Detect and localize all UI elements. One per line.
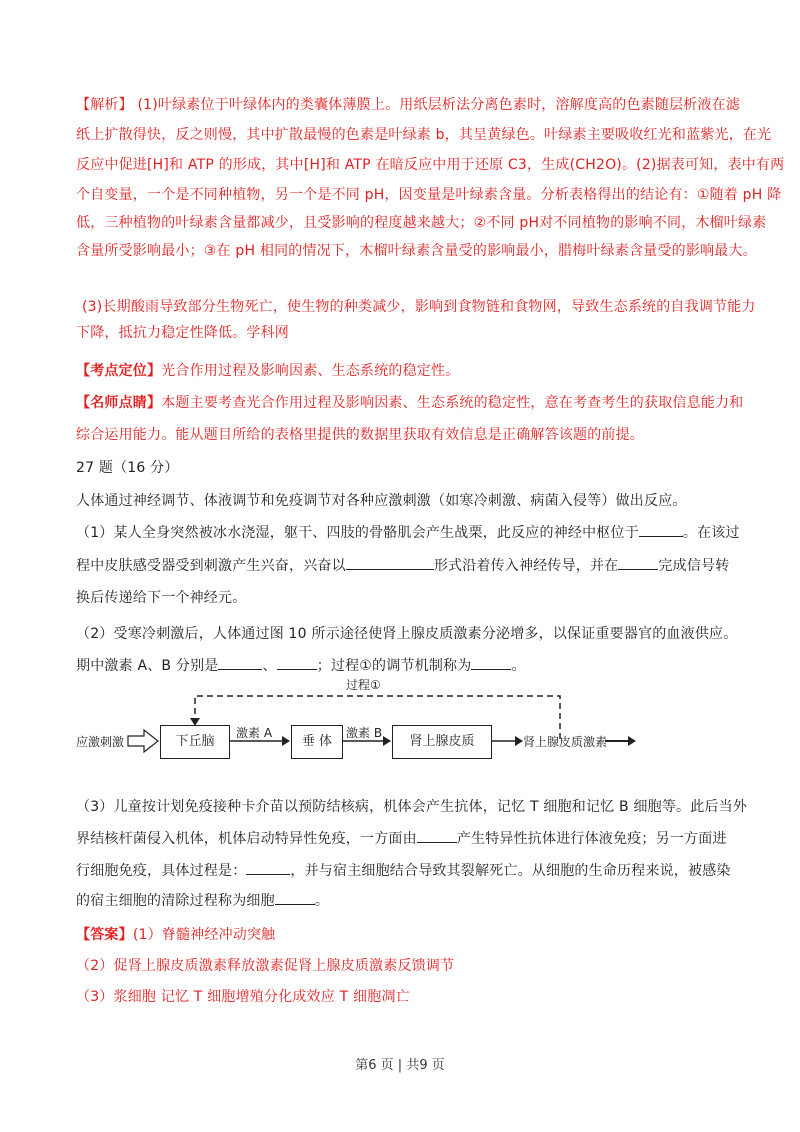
answer-blank-8[interactable]: [246, 860, 290, 875]
analysis-line-2: 纸上扩散得快，反之则慢，其中扩散最慢的色素是叶绿素 b，其呈黄绿色。叶绿素主要吸收红光和蓝紫光，在光: [76, 127, 772, 143]
analysis-line-5: 低，三种植物的叶绿素含量都减少，且受影响的程度越来越大；②不同 pH对不同植物的影响不同，木榴叶绿素: [76, 215, 767, 231]
q27-p2-line1: （2）受寒冷刺激后，人体通过图 10 所示途径使肾上腺皮质激素分泌增多，以保证重要器官的血液供应。: [76, 626, 738, 642]
q27-p2-l2d: 。: [511, 658, 526, 674]
q27-intro: 人体通过神经调节、体液调节和免疫调节对各种应激刺激（如寒冷刺激、病菌入侵等）做出反应。: [76, 493, 687, 509]
q27-p1-l2c: 完成信号转: [658, 558, 730, 574]
q27-p1-line2: [76, 555, 729, 575]
q27-p3-line1: （3）儿童按计划免疫接种卡介苗以预防结核病，机体会产生抗体，记忆 T 细胞和记忆 B 细胞等。此后当外: [76, 799, 748, 815]
answer-line-1: [76, 924, 275, 944]
q27-p3-l4a: 的宿主细胞的清除过程称为细胞: [76, 893, 275, 909]
q27-p2-l2b: 、: [262, 658, 277, 674]
q27-p3-line3: [76, 860, 731, 880]
mingshi-line-2: 综合运用能力。能从题目所给的表格里提供的数据里获取有效信息是正确解答该题的前提。: [76, 427, 644, 443]
kaodian-text: 光合作用过程及影响因素、生态系统的稳定性。: [161, 363, 460, 379]
q27-p1-line1: [76, 522, 740, 542]
mingshi-line-1: [76, 392, 743, 412]
kaodian-tag: 【考点定位】: [76, 363, 162, 379]
page-footer: 第6 页 | 共9 页: [355, 1058, 445, 1073]
q27-p1-line3: 换后传递给下一个神经元。: [76, 590, 247, 606]
answer-blank-5[interactable]: [277, 655, 317, 670]
kaodian-line: [76, 360, 459, 380]
hypothalamus-box: 下丘脑: [160, 725, 230, 759]
answer-line-2: （2）促肾上腺皮质激素释放激素促肾上腺皮质激素反馈调节: [76, 958, 455, 974]
output-label: 肾上腺皮质激素: [523, 735, 608, 749]
q27-p3-l4b: 。: [314, 893, 330, 909]
analysis-line-6: 含量所受影响最小；③在 pH 相同的情况下，木榴叶绿素含量受的影响最小，腊梅叶绿素含量受的影响最大。: [76, 243, 757, 259]
answer-blank-3[interactable]: [618, 555, 658, 570]
q27-p1-l1b: 。在该过: [682, 525, 740, 541]
analysis-line-4: 个自变量，一个是不同种植物，另一个是不同 pH，因变量是叶绿素含量。分析表格得出的结论有：①随着 pH 降: [76, 187, 782, 203]
regulation-diagram: [0, 670, 800, 780]
q27-p3-l3b: ，并与宿主细胞结合导致其裂解死亡。从细胞的生命历程来说，被感染: [290, 863, 731, 879]
q27-p3-line2: [76, 828, 727, 848]
hormone-a-label: 激素 A: [236, 726, 273, 740]
q27-p2-l2c: ；过程①的调节机制称为: [316, 658, 472, 674]
answer-blank-7[interactable]: [417, 828, 457, 843]
q27-p1-l2a: 程中皮肤感受器受到刺激产生兴奋，兴奋以: [76, 558, 346, 574]
q27-p2-l2a: 期中激素 A、B 分别是: [76, 658, 219, 674]
answer-blank-1[interactable]: [639, 522, 683, 537]
q27-p3-l3a: 行细胞免疫，具体过程是：: [76, 863, 247, 879]
analysis-line-1: 【解析】 (1)叶绿素位于叶绿体内的类囊体薄膜上。用纸层析法分离色素时，溶解度高的色素随层析液在滤: [76, 97, 741, 113]
answer-blank-2[interactable]: [346, 555, 434, 570]
q27-p3-l2a: 界结核杆菌侵入机体，机体启动特异性免疫，一方面由: [76, 831, 417, 847]
answer-blank-6[interactable]: [471, 655, 511, 670]
mingshi-text-1: 本题主要考查光合作用过程及影响因素、生态系统的稳定性，意在考查考生的获取信息能力和: [161, 395, 744, 411]
stimulus-label: 应激刺激: [76, 735, 125, 749]
analysis-line-7: (3)长期酸雨导致部分生物死亡，使生物的种类减少，影响到食物链和食物网，导致生态系统的自我调节能力: [82, 299, 756, 315]
q27-p1-l1a: （1）某人全身突然被冰水浇湿，躯干、四肢的骨骼肌会产生战栗，此反应的神经中枢位于: [76, 525, 639, 541]
answer-line-3: （3）浆细胞 记忆 T 细胞增殖分化成效应 T 细胞凋亡: [76, 989, 410, 1005]
answer-blank-4[interactable]: [218, 655, 262, 670]
q27-p1-l2b: 形式沿着传入神经传导，并在: [433, 558, 619, 574]
q27-p3-l2b: 产生特异性抗体进行体液免疫；另一方面进: [456, 831, 727, 847]
hormone-b-label: 激素 B: [346, 726, 383, 740]
process-label: 过程①: [346, 678, 381, 692]
q27-title: 27 题（16 分）: [76, 460, 179, 476]
analysis-line-3: 反应中促进[H]和 ATP 的形成，其中[H]和 ATP 在暗反应中用于还原 C3，生成(CH2O)。(2)据表可知，表中有两: [76, 157, 785, 173]
mingshi-tag: 【名师点睛】: [76, 395, 162, 411]
answer-blank-9[interactable]: [275, 890, 315, 905]
answer-1: (1）脊髓神经冲动突触: [132, 927, 276, 943]
analysis-line-8: 下降，抵抗力稳定性降低。学科网: [76, 325, 289, 341]
q27-p3-line4: [76, 890, 329, 910]
adrenal-cortex-box: 肾上腺皮质: [392, 725, 492, 759]
answer-tag: 【答案】: [76, 927, 133, 943]
pituitary-box: 垂 体: [291, 725, 343, 759]
